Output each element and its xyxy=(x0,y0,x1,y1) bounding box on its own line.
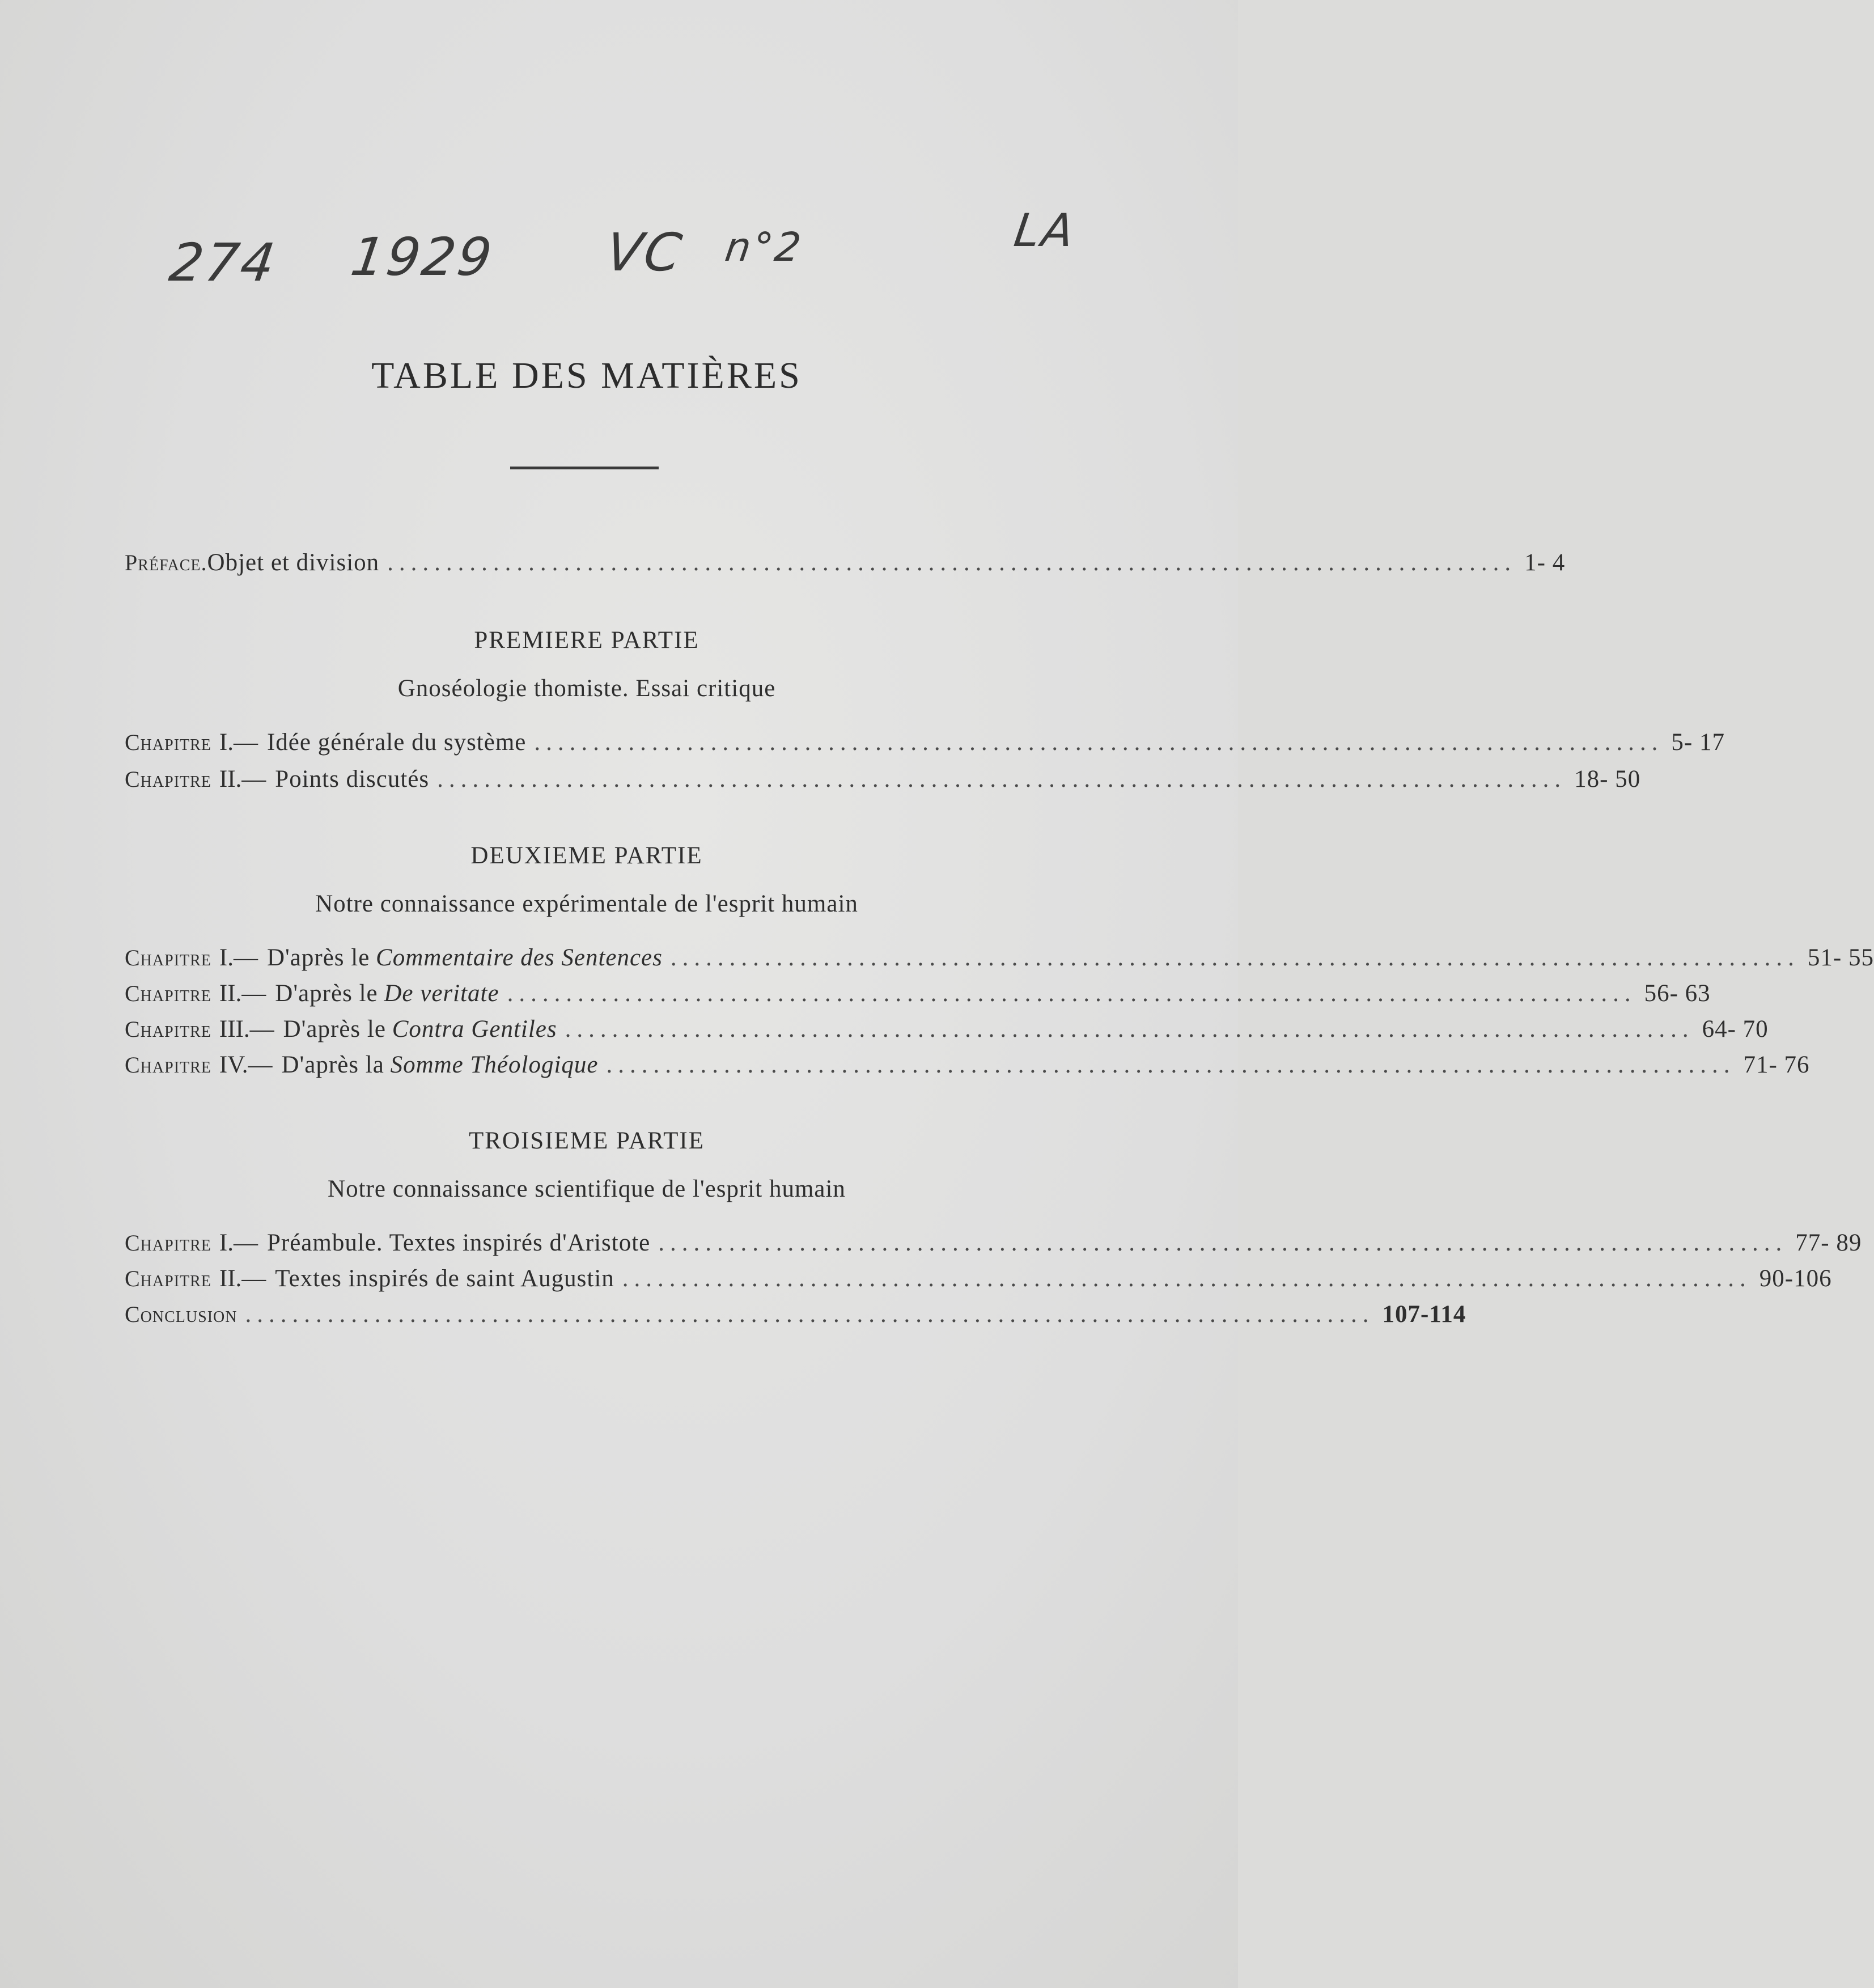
entry-dash: — xyxy=(241,766,266,792)
entry-number: II. xyxy=(219,980,242,1007)
leader-dots: ................................................................................................ xyxy=(507,980,1636,1007)
entry-dash: — xyxy=(233,729,258,756)
entry-number: IV. xyxy=(219,1052,248,1078)
leader-dots: ................................................................................................ xyxy=(658,1230,1788,1256)
entry-title-italic: Contra Gentiles xyxy=(392,1016,557,1042)
leader-dots: ................................................................................................ xyxy=(437,766,1567,792)
entry-label: Chapitre xyxy=(125,1016,211,1042)
entry-text: Idée générale du système xyxy=(266,729,527,756)
entry-dash: — xyxy=(233,944,258,971)
part-heading: DEUXIEME PARTIE xyxy=(470,842,703,869)
entry-dash: — xyxy=(241,1265,266,1292)
entry-pages: 71- 76 xyxy=(1743,1052,1810,1078)
entry-label: Chapitre xyxy=(125,1266,211,1291)
entry-number: I. xyxy=(219,729,234,756)
entry-pages: 107-114 xyxy=(1382,1301,1466,1328)
toc-entry xyxy=(125,1015,1769,1049)
page-title: TABLE DES MATIÈRES xyxy=(371,355,802,396)
entry-number: III. xyxy=(219,1016,250,1042)
toc-entry xyxy=(125,1229,1862,1263)
entry-pages: 51- 55 xyxy=(1807,944,1874,971)
entry-dash: — xyxy=(233,1230,258,1256)
entry-pages: 77- 89 xyxy=(1795,1230,1862,1256)
entry-label: Chapitre xyxy=(125,730,211,755)
handwritten-note: 1929 xyxy=(347,227,498,287)
entry-label: Conclusion xyxy=(125,1302,238,1327)
leader-dots: ................................................................................................ xyxy=(670,944,1800,971)
entry-pages: 56- 63 xyxy=(1644,980,1711,1007)
title-divider xyxy=(510,467,659,469)
entry-number: I. xyxy=(219,944,234,971)
toc-entry xyxy=(125,765,1641,799)
entry-pages: 18- 50 xyxy=(1574,766,1641,792)
entry-text: D'après le xyxy=(283,1016,386,1042)
toc-entry xyxy=(125,1051,1810,1085)
handwritten-note: n°2 xyxy=(722,224,806,270)
leader-dots: ................................................................................................ xyxy=(245,1301,1375,1328)
entry-label: Chapitre xyxy=(125,1052,211,1078)
entry-text: Textes inspirés de saint Augustin xyxy=(275,1265,614,1292)
entry-title-italic: Somme Théologique xyxy=(390,1052,599,1078)
entry-title-italic: Commentaire des Sentences xyxy=(376,944,663,971)
part-subtitle: Notre connaissance expérimentale de l'esprit humain xyxy=(315,891,858,917)
handwritten-note: LA xyxy=(1011,204,1079,257)
leader-dots: ................................................................................................ xyxy=(622,1265,1752,1292)
handwritten-note: VC xyxy=(602,222,688,283)
entry-dash: — xyxy=(241,980,266,1007)
leader-dots: ................................................................................................ xyxy=(565,1016,1694,1042)
leader-dots: ................................................................................................ xyxy=(606,1052,1736,1078)
entry-text: Points discutés xyxy=(275,766,430,792)
part-subtitle: Notre connaissance scientifique de l'esprit humain xyxy=(328,1176,846,1202)
entry-dash: — xyxy=(249,1016,274,1042)
entry-pages: 5- 17 xyxy=(1671,729,1725,756)
entry-number: I. xyxy=(219,1230,234,1256)
entry-text: D'après le xyxy=(275,980,378,1007)
entry-dash: — xyxy=(248,1052,273,1078)
part-subtitle: Gnoséologie thomiste. Essai critique xyxy=(397,675,776,702)
leader-dots: ................................................................................................ xyxy=(387,549,1517,576)
entry-number: II. xyxy=(219,766,242,792)
toc-entry xyxy=(125,728,1725,762)
toc-entry xyxy=(125,980,1711,1014)
entry-text: D'après la xyxy=(281,1052,384,1078)
leader-dots: ................................................................................................ xyxy=(534,729,1664,756)
entry-text: Objet et division xyxy=(207,549,380,576)
entry-pages: 1- 4 xyxy=(1524,549,1566,576)
entry-label: Chapitre xyxy=(125,945,211,970)
entry-text: Préambule. Textes inspirés d'Aristote xyxy=(266,1230,651,1256)
entry-title-italic: De veritate xyxy=(384,980,499,1007)
entry-label: Chapitre xyxy=(125,981,211,1006)
entry-pages: 90-106 xyxy=(1759,1265,1832,1292)
entry-pages: 64- 70 xyxy=(1702,1016,1769,1042)
entry-label: Chapitre xyxy=(125,766,211,792)
entry-label: Préface. xyxy=(125,550,207,575)
toc-entry-conclusion xyxy=(125,1300,1466,1334)
entry-text: D'après le xyxy=(266,944,370,971)
entry-label: Chapitre xyxy=(125,1230,211,1256)
handwritten-note: 274 xyxy=(166,232,281,293)
part-heading: PREMIERE PARTIE xyxy=(474,627,699,654)
toc-entry xyxy=(125,1265,1832,1299)
entry-number: II. xyxy=(219,1265,242,1292)
toc-entry-preface xyxy=(125,549,1566,583)
toc-entry xyxy=(125,944,1874,978)
part-heading: TROISIEME PARTIE xyxy=(468,1127,705,1154)
